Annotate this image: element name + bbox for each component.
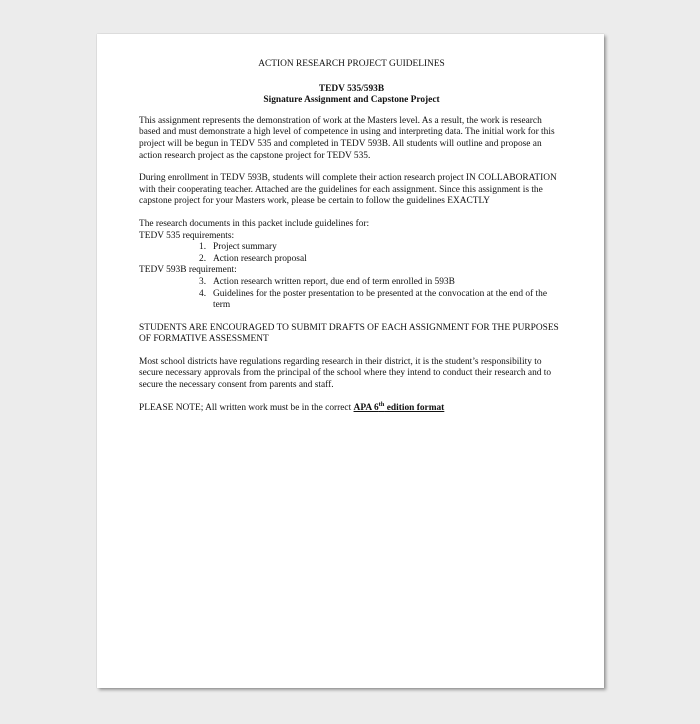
list-item [139,277,564,289]
subtitle-block [139,84,564,107]
document-title: ACTION RESEARCH PROJECT GUIDELINES [258,59,445,69]
tedv593b-list [139,277,564,312]
list-text: Guidelines for the poster presentation to be presented at the convocation at the end of the term [213,288,548,311]
course-code: TEDV 535/593B [318,83,385,94]
enrollment-paragraph: During enrollment in TEDV 593B, students will complete their action research project IN COLLABORATION with their cooperating teacher. Attached are the guidelines for each assignment. Since this assignment is the capstone project for your Masters work, please be certain to follow the guidelines EXACTLY [139,173,557,207]
list-number: 3. [199,276,207,287]
list-item [139,289,564,312]
drafts-notice: STUDENTS ARE ENCOURAGED TO SUBMIT DRAFTS OF EACH ASSIGNMENT FOR THE PURPOSES OF FORMATIVE ASSESSMENT [139,322,559,345]
list-text: Action research written report, due end of term enrolled in 593B [213,276,455,287]
please-note [139,400,564,415]
intro-paragraph: This assignment represents the demonstration of work at the Masters level. As a result, the work is research based and must demonstrate a high level of competence in using and interpreting data. The initial work for this project will be begun in TEDV 535 and completed in TEDV 593B. All students will outline and propose an action research project as the capstone project for TEDV 535. [139,115,555,161]
requirements-intro: The research documents in this packet include guidelines for: [139,218,370,229]
list-text: Project summary [213,242,277,253]
document-subtitle: Signature Assignment and Capstone Project [263,95,440,106]
apa-text: APA 6 [353,402,379,413]
list-item [139,242,564,254]
document-content [139,59,564,425]
tedv535-label: TEDV 535 requirements: [139,230,235,241]
requirements-section [139,219,564,312]
list-text: Action research proposal [213,253,307,264]
note-prefix: PLEASE NOTE; All written work must be in the correct [139,402,354,413]
document-page [97,34,604,688]
apa-superscript: th [378,400,385,408]
tedv593b-label: TEDV 593B requirement: [139,265,237,276]
list-item [139,254,564,266]
list-number: 1. [199,242,207,253]
list-number: 2. [199,253,207,264]
tedv535-list [139,242,564,265]
apa-text-rest: edition format [384,402,445,413]
approvals-paragraph: Most school districts have regulations regarding research in their district, it is the student’s responsibility to secure necessary approvals from the principal of the school where they intend to conduct their research and to secure the necessary consent from parents and staff. [139,356,552,391]
apa-format-link[interactable] [353,400,445,413]
list-number: 4. [199,288,207,299]
